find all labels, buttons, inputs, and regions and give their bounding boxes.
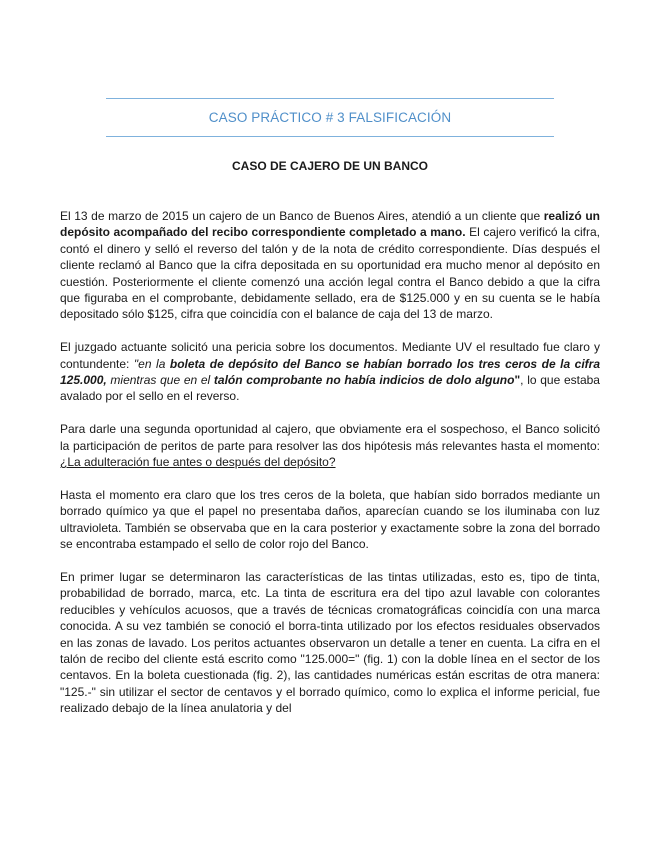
p2-bold-italic-1: boleta de depósito del Banco se habían borrado los tres ceros de la cifra 125.000, bbox=[60, 356, 600, 388]
paragraph-2 bbox=[60, 339, 600, 405]
p2-italic: mientras que en el bbox=[106, 373, 214, 388]
p2-text-g: , lo que estaba avalado por el sello en el reverso. bbox=[60, 373, 600, 404]
p3-text-a: Para darle una segunda oportunidad al cajero, que obviamente era el sospechoso, el Banco solicitó la participación de peritos de parte para resolver las dos hipótesis más relevantes hasta el momento: bbox=[60, 422, 600, 453]
p1-bold-text: realizó un depósito acompañado del recibo correspondiente completado a mano. bbox=[60, 209, 600, 240]
p1-text-a: El 13 de marzo de 2015 un cajero de un Banco de Buenos Aires, atendió a un cliente que bbox=[60, 209, 544, 223]
p2-bold-italic-2: talón comprobante no había indicios de dolo alguno bbox=[213, 373, 515, 388]
p2-quote-close: " bbox=[514, 373, 521, 388]
document-body bbox=[60, 208, 600, 733]
p2-quote-open: "en la bbox=[133, 356, 170, 371]
title-top-rule bbox=[106, 98, 554, 99]
paragraph-4: Hasta el momento era claro que los tres ceros de la boleta, que habían sido borrados mediante un borrado químico ya que el papel no presentaba daños, aparecían cuando se los iluminaba con luz ultravioleta. También se observaba que en la cara posterior y exactamente sobre la zona del borrado se encontraba estampado el sello de color rojo del Banco. bbox=[60, 487, 600, 552]
document-subtitle: CASO DE CAJERO DE UN BANCO bbox=[231, 159, 429, 173]
case-title: CASO PRÁCTICO # 3 FALSIFICACIÓN bbox=[208, 110, 452, 125]
p1-text-c: El cajero verificó la cifra, contó el dinero y selló el reverso del talón y de la nota de crédito correspondiente. Días después el cliente reclamó al Banco que la cifra depositada en su oportunidad era mucho menor al depósito en cuestión. Posteriormente el cliente comenzó una acción legal contra el Banco debido a que la cifra que figuraba en el comprobante, debidamente sellado, era de $125.000 y en su cuenta se le había depositado sólo $125, cifra que coincidía con el balance de caja del 13 de marzo. bbox=[60, 225, 600, 322]
paragraph-1 bbox=[60, 208, 600, 323]
p2-text-a: El juzgado actuante solicitó una pericia sobre los documentos. Mediante UV el resultado fue claro y contundente: bbox=[60, 340, 600, 371]
paragraph-5: En primer lugar se determinaron las características de las tintas utilizadas, esto es, tipo de tinta, probabilidad de borrado, marca, etc. La tinta de escritura era del tipo azul lavable con colorantes reducibles y vehículos acuosos, que a través de técnicas cromatográficas coincidía con una marca conocida. A su vez también se conoció el borra-tinta utilizado por los efectos residuales observados en las zonas de lavado. Los peritos actuantes observaron un detalle a tener en cuenta. La cifra en el talón de recibo del cliente está escrito como "125.000=" (fig. 1) con la doble línea en el sector de los centavos. En la boleta cuestionada (fig. 2), las cantidades numéricas están escritas de otra manera: "125.-" sin utilizar el sector de centavos y el borrado químico, como lo explica el informe pericial, fue realizado debajo de la línea anulatoria y del bbox=[60, 569, 600, 716]
title-bottom-rule bbox=[106, 136, 554, 137]
paragraph-3 bbox=[60, 421, 600, 470]
p3-underlined-question: ¿La adulteración fue antes o después del depósito? bbox=[60, 455, 336, 470]
